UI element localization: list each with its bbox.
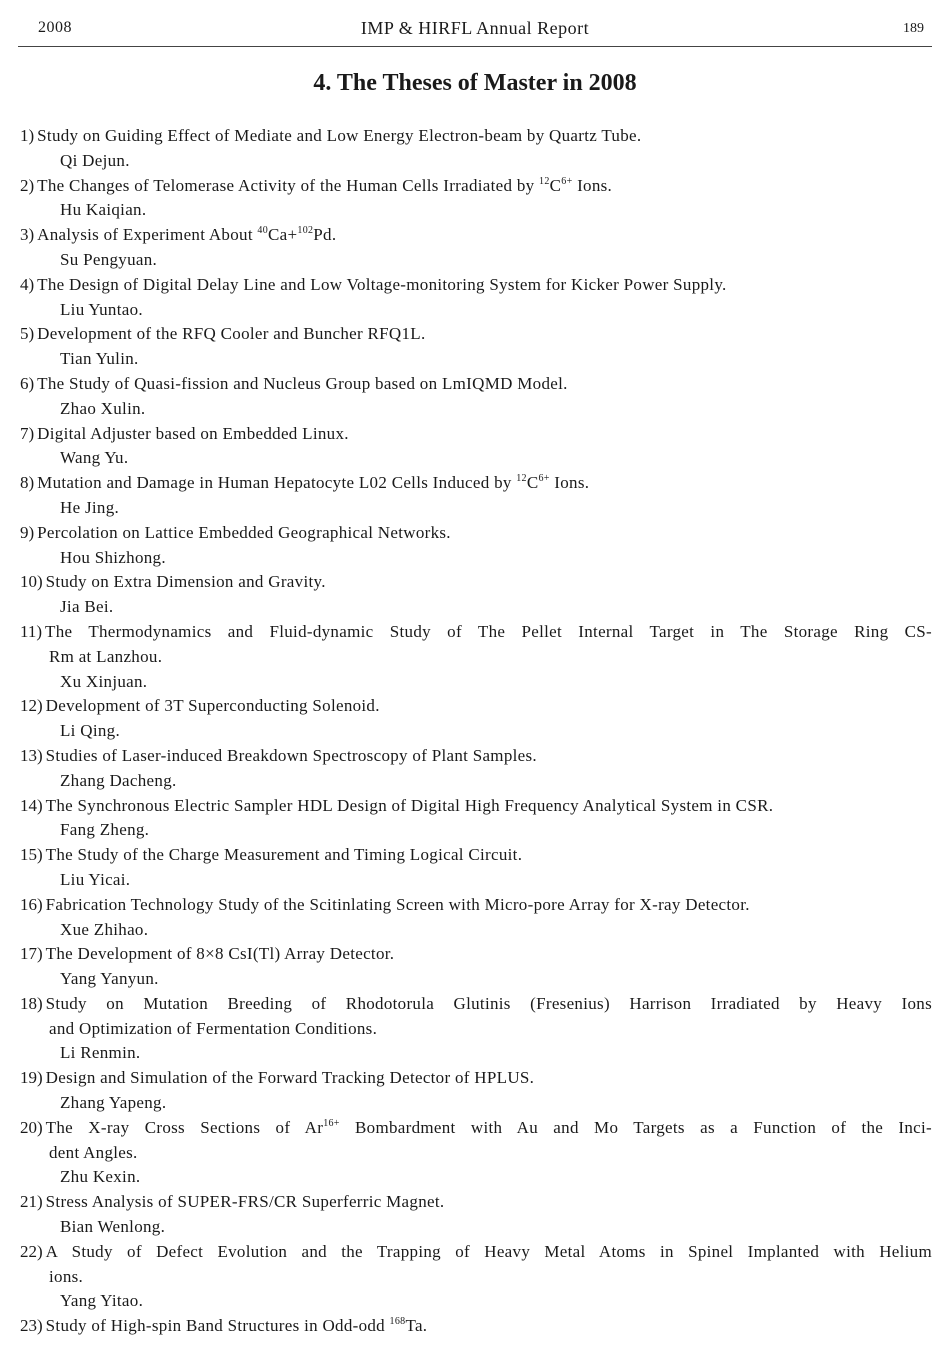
thesis-entry bbox=[20, 744, 932, 794]
entry-author: Hou Shizhong. bbox=[60, 547, 166, 567]
entry-number: 3) bbox=[20, 225, 35, 245]
entry-author: Qi Dejun. bbox=[60, 150, 130, 170]
entry-number: 21) bbox=[20, 1192, 43, 1212]
entry-author: Yang Yanyun. bbox=[60, 969, 159, 989]
page-number: 189 bbox=[903, 21, 924, 36]
entry-title: The Study of Quasi-fission and Nucleus Group based on LmIQMD Model. bbox=[37, 373, 568, 393]
entry-number: 17) bbox=[20, 944, 43, 964]
entry-author: Wang Yu. bbox=[60, 448, 129, 468]
thesis-entry bbox=[20, 521, 932, 571]
entry-title: Analysis of Experiment About $^{40}$Ca+$^{102}$Pd. bbox=[37, 225, 337, 245]
entry-number: 22) bbox=[20, 1241, 43, 1261]
running-header bbox=[18, 12, 932, 47]
theses-list bbox=[20, 124, 932, 1339]
thesis-entry bbox=[20, 174, 932, 224]
thesis-entry bbox=[20, 471, 932, 521]
entry-number: 14) bbox=[20, 795, 43, 815]
entry-title: Digital Adjuster based on Embedded Linux. bbox=[37, 423, 349, 443]
thesis-entry bbox=[20, 273, 932, 323]
entry-author: Liu Yuntao. bbox=[60, 299, 143, 319]
entry-number: 18) bbox=[20, 993, 43, 1013]
thesis-entry bbox=[20, 620, 932, 694]
thesis-entry bbox=[20, 893, 932, 943]
thesis-entry bbox=[20, 1240, 932, 1314]
entry-title: Studies of Laser-induced Breakdown Spectroscopy of Plant Samples. bbox=[45, 745, 537, 765]
thesis-entry bbox=[20, 372, 932, 422]
entry-number: 8) bbox=[20, 473, 35, 493]
entry-number: 23) bbox=[20, 1316, 43, 1336]
thesis-entry bbox=[20, 223, 932, 273]
entry-author: Hu Kaiqian. bbox=[60, 200, 147, 220]
thesis-entry bbox=[20, 942, 932, 992]
entry-author: Zhu Kexin. bbox=[60, 1167, 141, 1187]
entry-title: Stress Analysis of SUPER-FRS/CR Superferric Magnet. bbox=[45, 1192, 445, 1212]
thesis-entry bbox=[20, 124, 932, 174]
entry-title: Development of 3T Superconducting Solenoid. bbox=[45, 696, 380, 716]
page-title: 4. The Theses of Master in 2008 bbox=[313, 70, 637, 96]
entry-author: Jia Bei. bbox=[60, 597, 114, 617]
entry-title: Study on Guiding Effect of Mediate and Low Energy Electron-beam by Quartz Tube. bbox=[37, 126, 642, 145]
entry-author: Su Pengyuan. bbox=[60, 249, 158, 269]
thesis-entry bbox=[20, 843, 932, 893]
entry-title: Study on Mutation Breeding of Rhodotorula Glutinis (Fresenius) Harrison Irradiated by Heavy Ions bbox=[45, 993, 932, 1013]
entry-number: 15) bbox=[20, 845, 43, 865]
thesis-entry bbox=[20, 694, 932, 744]
thesis-entry bbox=[20, 1190, 932, 1240]
thesis-entry bbox=[20, 1066, 932, 1116]
entry-number: 13) bbox=[20, 745, 43, 765]
entry-number: 9) bbox=[20, 522, 35, 542]
header-year: 2008 bbox=[38, 19, 72, 36]
thesis-entry bbox=[20, 992, 932, 1066]
entry-author: Fang Zheng. bbox=[60, 820, 150, 840]
entry-number: 19) bbox=[20, 1068, 43, 1088]
entry-title: Fabrication Technology Study of the Scitinlating Screen with Micro-pore Array for X-ray Detector. bbox=[45, 894, 750, 914]
entry-number: 10) bbox=[20, 572, 43, 592]
entry-author: Zhao Xulin. bbox=[60, 398, 146, 418]
entry-number: 4) bbox=[20, 274, 35, 294]
entry-title-continued: dent Angles. bbox=[49, 1142, 138, 1162]
entry-title: The Study of the Charge Measurement and Timing Logical Circuit. bbox=[45, 845, 523, 865]
entry-title-continued: ions. bbox=[49, 1266, 84, 1286]
entry-title: The Thermodynamics and Fluid-dynamic Study of The Pellet Internal Target in The Storage Ring CS- bbox=[45, 621, 932, 641]
entry-author: Li Qing. bbox=[60, 721, 121, 741]
thesis-entry bbox=[20, 422, 932, 472]
entry-title: Design and Simulation of the Forward Tracking Detector of HPLUS. bbox=[45, 1068, 535, 1088]
entry-title: Study on Extra Dimension and Gravity. bbox=[45, 572, 326, 592]
entry-author: Bian Wenlong. bbox=[60, 1217, 166, 1237]
entry-number: 16) bbox=[20, 894, 43, 914]
entry-title: The X-ray Cross Sections of $Ar^{16+}$ Bombardment with Au and Mo Targets as a Function of the Inci- bbox=[45, 1117, 932, 1137]
entry-title: Development of the RFQ Cooler and Buncher RFQ1L. bbox=[37, 324, 426, 344]
entry-title: A Study of Defect Evolution and the Trapping of Heavy Metal Atoms in Spinel Implanted with Helium bbox=[45, 1241, 932, 1261]
thesis-entry bbox=[20, 322, 932, 372]
thesis-entry bbox=[20, 1116, 932, 1190]
entry-number: 7) bbox=[20, 423, 35, 443]
entry-author: Xue Zhihao. bbox=[60, 919, 149, 939]
entry-title: The Changes of Telomerase Activity of the Human Cells Irradiated by $^{12}C^{6+}$ Ions. bbox=[37, 175, 613, 195]
entry-title: Study of High-spin Band Structures in Odd-odd $^{168}$Ta. bbox=[45, 1316, 428, 1336]
entry-title: Mutation and Damage in Human Hepatocyte L02 Cells Induced by $^{12}C^{6+}$ Ions. bbox=[37, 473, 590, 493]
entry-author: Xu Xinjuan. bbox=[60, 671, 148, 691]
thesis-entry bbox=[20, 570, 932, 620]
entry-number: 2) bbox=[20, 175, 35, 195]
header-title: IMP & HIRFL Annual Report bbox=[360, 18, 590, 38]
entry-title: The Design of Digital Delay Line and Low Voltage-monitoring System for Kicker Power Supply. bbox=[37, 274, 727, 294]
entry-title-continued: Rm at Lanzhou. bbox=[49, 646, 163, 666]
entry-number: 12) bbox=[20, 696, 43, 716]
entry-author: Liu Yicai. bbox=[60, 869, 131, 889]
entry-author: Zhang Yapeng. bbox=[60, 1093, 167, 1113]
entry-author: Yang Yitao. bbox=[60, 1291, 144, 1311]
entry-number: 11) bbox=[20, 621, 43, 641]
entry-title-continued: and Optimization of Fermentation Conditions. bbox=[49, 1018, 378, 1038]
thesis-entry bbox=[20, 794, 932, 844]
entry-author: Tian Yulin. bbox=[60, 349, 139, 369]
entry-author: Zhang Dacheng. bbox=[60, 770, 177, 790]
entry-author: Li Renmin. bbox=[60, 1043, 141, 1063]
entry-title: Percolation on Lattice Embedded Geographical Networks. bbox=[37, 522, 451, 542]
thesis-entry bbox=[20, 1314, 932, 1339]
entry-number: 6) bbox=[20, 373, 35, 393]
entry-number: 5) bbox=[20, 324, 35, 344]
entry-number: 1) bbox=[20, 126, 35, 145]
entry-number: 20) bbox=[20, 1117, 43, 1137]
entry-author: He Jing. bbox=[60, 497, 120, 517]
entry-title: The Synchronous Electric Sampler HDL Design of Digital High Frequency Analytical System in CSR. bbox=[45, 795, 774, 815]
entry-title: The Development of 8×8 CsI(Tl) Array Detector. bbox=[45, 944, 395, 964]
